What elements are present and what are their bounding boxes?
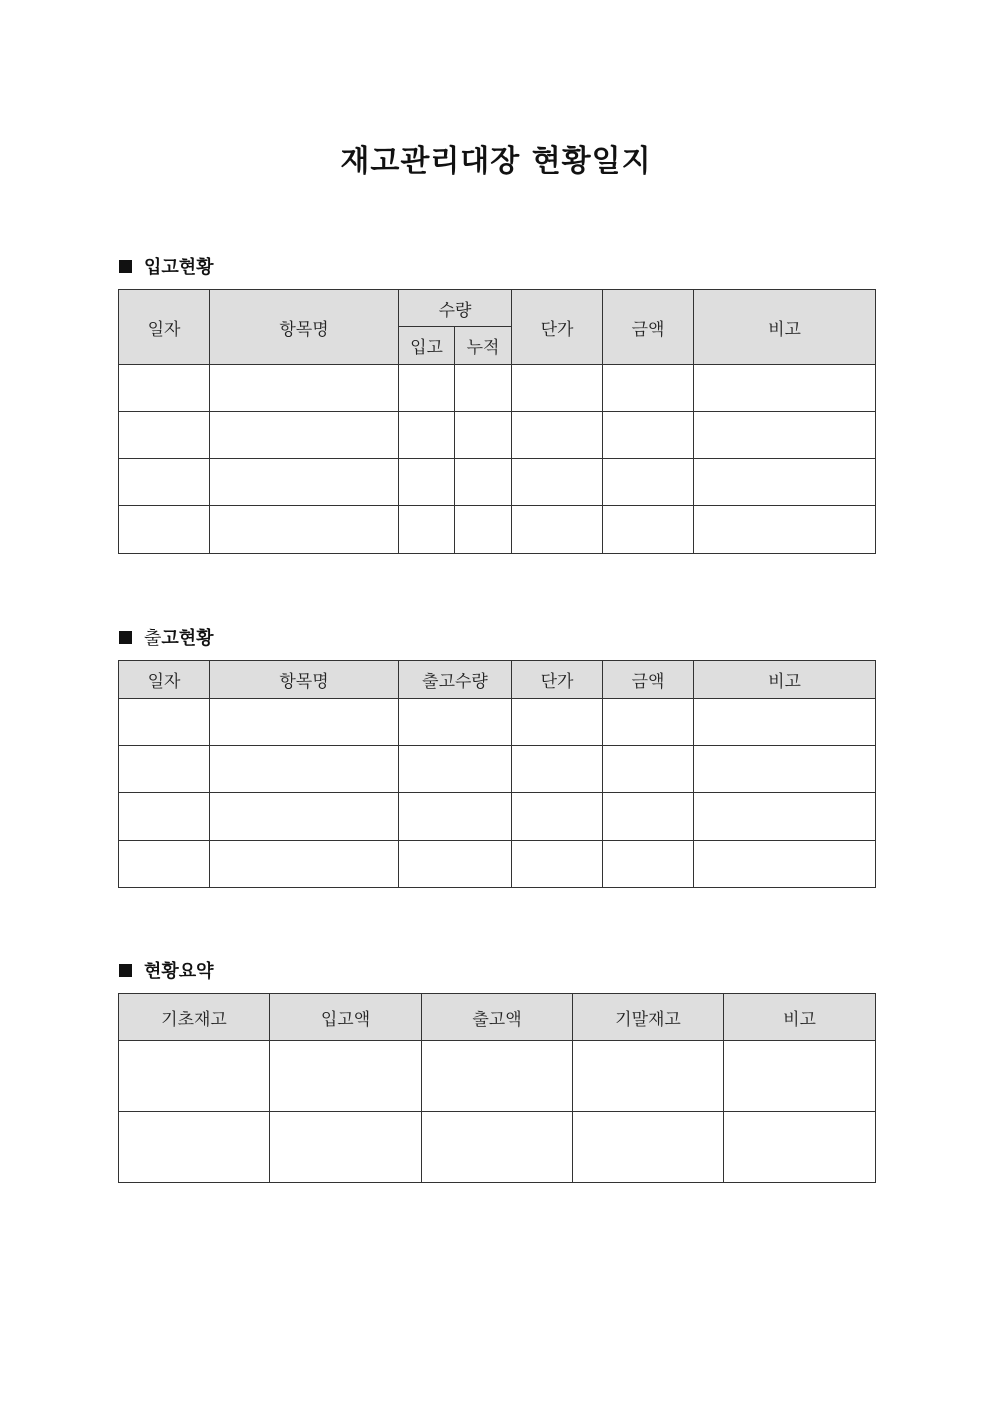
table-cell[interactable]	[210, 841, 399, 888]
table-cell[interactable]	[455, 459, 512, 506]
table-cell[interactable]	[512, 459, 603, 506]
table-cell[interactable]	[399, 841, 512, 888]
table-cell[interactable]	[422, 1112, 573, 1183]
table-cell[interactable]	[119, 793, 210, 841]
inbound-title-text: 입고현황	[144, 257, 214, 278]
summary-table	[118, 993, 876, 1183]
table-row	[119, 793, 876, 841]
table-cell[interactable]	[694, 841, 876, 888]
table-cell[interactable]	[512, 746, 603, 793]
table-cell[interactable]	[399, 793, 512, 841]
table-cell[interactable]	[270, 1112, 422, 1183]
table-cell[interactable]	[694, 699, 876, 746]
table-cell[interactable]	[210, 365, 399, 412]
inbound-header-date: 일자	[119, 290, 210, 365]
table-cell[interactable]	[422, 1041, 573, 1112]
table-cell[interactable]	[603, 459, 694, 506]
table-cell[interactable]	[399, 699, 512, 746]
outbound-title-text: 고현황	[161, 628, 214, 649]
inbound-header-amount: 금액	[603, 290, 694, 365]
table-cell[interactable]	[210, 506, 399, 554]
table-cell[interactable]	[694, 459, 876, 506]
table-cell[interactable]	[724, 1112, 876, 1183]
square-bullet-icon	[119, 631, 132, 644]
table-row	[119, 365, 876, 412]
outbound-header-amount: 금액	[603, 661, 694, 699]
table-cell[interactable]	[512, 365, 603, 412]
table-cell[interactable]	[399, 412, 455, 459]
table-row	[119, 506, 876, 554]
table-cell[interactable]	[694, 412, 876, 459]
table-cell[interactable]	[512, 506, 603, 554]
table-cell[interactable]	[603, 793, 694, 841]
inbound-header-item: 항목명	[210, 290, 399, 365]
table-cell[interactable]	[694, 365, 876, 412]
table-cell[interactable]	[119, 365, 210, 412]
outbound-section-title	[119, 624, 214, 650]
outbound-table	[118, 660, 876, 888]
summary-section-title	[119, 957, 214, 983]
summary-header-note: 비고	[724, 994, 876, 1041]
table-cell[interactable]	[119, 1112, 270, 1183]
table-cell[interactable]	[210, 459, 399, 506]
table-cell[interactable]	[399, 746, 512, 793]
table-cell[interactable]	[603, 506, 694, 554]
table-cell[interactable]	[210, 793, 399, 841]
table-row	[119, 459, 876, 506]
inbound-header-unit-price: 단가	[512, 290, 603, 365]
table-cell[interactable]	[210, 699, 399, 746]
inbound-header-qty-in: 입고	[399, 327, 455, 365]
inbound-header-note: 비고	[694, 290, 876, 365]
page-title: 재고관리대장 현황일지	[340, 144, 652, 179]
table-cell[interactable]	[399, 459, 455, 506]
summary-header-inbound-amount: 입고액	[270, 994, 422, 1041]
table-cell[interactable]	[455, 412, 512, 459]
table-cell[interactable]	[119, 841, 210, 888]
table-cell[interactable]	[210, 412, 399, 459]
table-cell[interactable]	[119, 459, 210, 506]
outbound-header-date: 일자	[119, 661, 210, 699]
table-row	[119, 1112, 876, 1183]
table-cell[interactable]	[512, 699, 603, 746]
summary-header-outbound-amount: 출고액	[422, 994, 573, 1041]
table-cell[interactable]	[512, 793, 603, 841]
table-cell[interactable]	[603, 746, 694, 793]
table-cell[interactable]	[210, 746, 399, 793]
table-cell[interactable]	[512, 841, 603, 888]
table-cell[interactable]	[694, 506, 876, 554]
table-cell[interactable]	[694, 793, 876, 841]
square-bullet-icon	[119, 260, 132, 273]
table-cell[interactable]	[399, 365, 455, 412]
table-row	[119, 841, 876, 888]
table-cell[interactable]	[603, 412, 694, 459]
table-cell[interactable]	[694, 746, 876, 793]
summary-title-text: 현황요약	[144, 961, 214, 982]
outbound-header-unit-price: 단가	[512, 661, 603, 699]
inbound-table	[118, 289, 876, 554]
outbound-header-note: 비고	[694, 661, 876, 699]
table-cell[interactable]	[119, 699, 210, 746]
table-row	[119, 746, 876, 793]
table-cell[interactable]	[119, 746, 210, 793]
table-cell[interactable]	[455, 365, 512, 412]
outbound-header-out-qty: 출고수량	[399, 661, 512, 699]
table-cell[interactable]	[399, 506, 455, 554]
table-row	[119, 1041, 876, 1112]
table-cell[interactable]	[724, 1041, 876, 1112]
table-cell[interactable]	[573, 1041, 724, 1112]
table-cell[interactable]	[603, 365, 694, 412]
table-cell[interactable]	[119, 412, 210, 459]
table-cell[interactable]	[573, 1112, 724, 1183]
table-cell[interactable]	[603, 841, 694, 888]
table-cell[interactable]	[270, 1041, 422, 1112]
table-cell[interactable]	[603, 699, 694, 746]
square-bullet-icon	[119, 964, 132, 977]
outbound-title-prefix: 출	[144, 628, 162, 649]
table-cell[interactable]	[119, 506, 210, 554]
table-row	[119, 699, 876, 746]
outbound-header-item: 항목명	[210, 661, 399, 699]
inbound-header-qty-cumulative: 누적	[455, 327, 512, 365]
table-cell[interactable]	[119, 1041, 270, 1112]
summary-header-closing-stock: 기말재고	[573, 994, 724, 1041]
table-row	[119, 412, 876, 459]
table-cell[interactable]	[512, 412, 603, 459]
table-cell[interactable]	[455, 506, 512, 554]
summary-header-opening-stock: 기초재고	[119, 994, 270, 1041]
inbound-header-quantity: 수량	[399, 290, 512, 327]
inbound-section-title	[119, 253, 214, 279]
